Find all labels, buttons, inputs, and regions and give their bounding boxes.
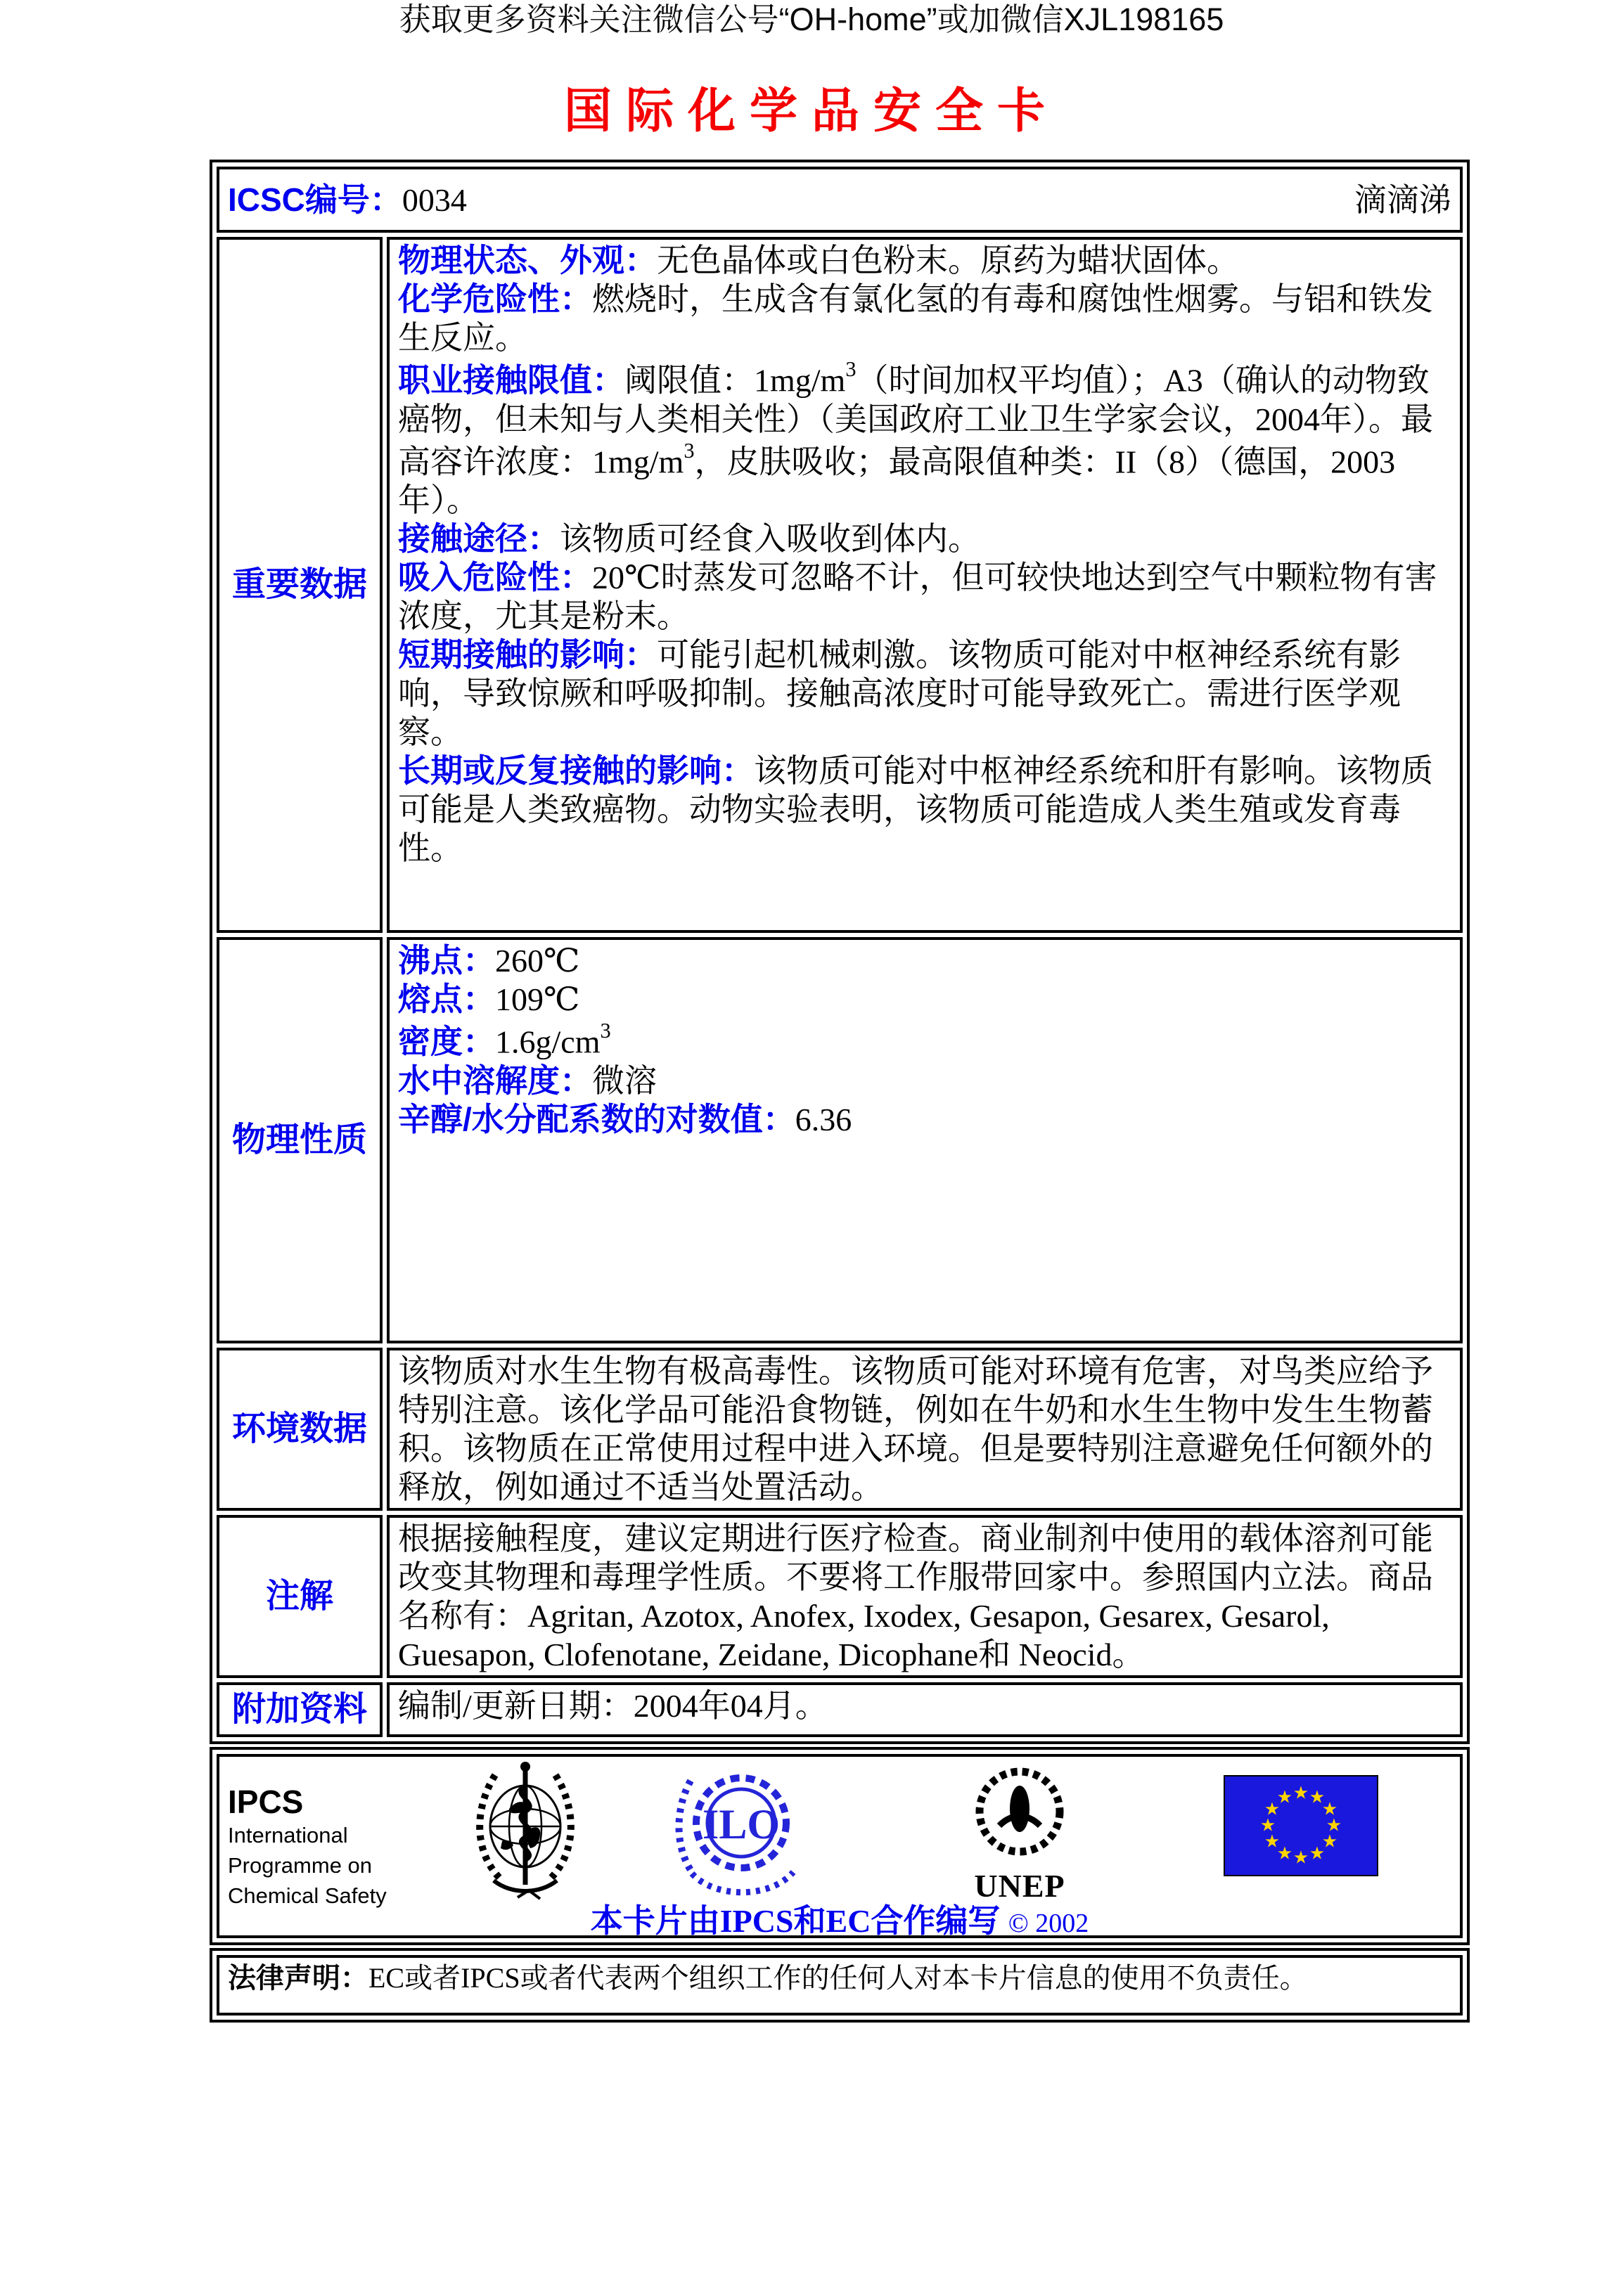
field-label: 长期或反复接触的影响： xyxy=(398,752,754,789)
notes-content xyxy=(387,1515,1463,1678)
section-label-environmental-data: 环境数据 xyxy=(217,1348,383,1511)
section-label-additional-info: 附加资料 xyxy=(217,1682,383,1737)
eu-star-icon: ★ xyxy=(1309,1788,1326,1807)
chemical-name: 滴滴涕 xyxy=(1354,181,1451,218)
field-value: 109℃ xyxy=(495,981,580,1017)
important-item-long-term-effects xyxy=(398,752,1451,868)
important-item-chemical-danger xyxy=(398,280,1451,357)
legal-table xyxy=(210,1948,1470,2023)
field-label: 化学危险性： xyxy=(398,280,592,317)
eu-star-icon: ★ xyxy=(1321,1832,1338,1852)
field-label: 水中溶解度： xyxy=(398,1062,592,1099)
eu-star-icon: ★ xyxy=(1264,1832,1281,1852)
ipcs-title: IPCS xyxy=(228,1784,304,1820)
legal-cell xyxy=(217,1955,1463,2016)
field-value: 阈限值：1mg/m xyxy=(624,362,846,399)
ipcs-text-block xyxy=(228,1784,387,1911)
field-label: 吸入危险性： xyxy=(398,559,592,596)
section-label-physical-properties: 物理性质 xyxy=(217,937,383,1343)
field-value: （时间加权平均值）；A3（确认的动物致癌物，但未知与人类相关性）（美国政府工业卫生学家会议，2004年）。最高容许浓度：1mg/m xyxy=(398,362,1433,480)
field-value: 该物质可经食入吸收到体内。 xyxy=(560,521,980,557)
footer-caption-text: 本卡片由IPCS和EC合作编写 xyxy=(590,1903,1001,1938)
eu-flag-icon xyxy=(1224,1775,1378,1876)
ilo-monogram-text: ILO xyxy=(702,1801,781,1847)
unep-logo-icon xyxy=(967,1762,1072,1868)
field-label: 沸点： xyxy=(398,942,495,979)
eu-star-icon: ★ xyxy=(1309,1844,1326,1864)
physical-properties-row xyxy=(217,937,1463,1343)
environmental-data-row xyxy=(217,1348,1463,1511)
section-label-notes: 注解 xyxy=(217,1515,383,1678)
physical-item-melting-point xyxy=(398,980,1451,1019)
field-value: 该物质可能对中枢神经系统和肝有影响。该物质可能是人类致癌物。动物实验表明，该物质可能造成人类生殖或发育毒性。 xyxy=(398,753,1433,867)
additional-info-row xyxy=(217,1682,1463,1737)
field-label: 密度： xyxy=(398,1023,495,1060)
eu-star-icon: ★ xyxy=(1326,1816,1342,1836)
notes-row xyxy=(217,1515,1463,1678)
important-item-exposure-routes xyxy=(398,520,1451,558)
ipcs-subtitle-line: International xyxy=(228,1823,348,1847)
important-data-row xyxy=(217,237,1463,933)
field-value: 微溶 xyxy=(592,1062,657,1099)
field-value: ，皮肤吸收；最高限值种类：II（8）（德国，2003年）。 xyxy=(398,444,1396,519)
field-label: 短期接触的影响： xyxy=(398,636,657,673)
important-data-content xyxy=(387,237,1463,933)
unep-logo-block xyxy=(963,1762,1076,1904)
important-item-appearance xyxy=(398,241,1451,280)
field-value: 燃烧时，生成含有氯化氢的有毒和腐蚀性烟雾。与铝和铁发生反应。 xyxy=(398,281,1433,356)
additional-info-content xyxy=(387,1682,1463,1737)
physical-item-water-solubility xyxy=(398,1062,1451,1100)
legal-label: 法律声明： xyxy=(228,1963,368,1994)
physical-properties-content xyxy=(387,937,1463,1343)
field-label: 物理状态、外观： xyxy=(398,242,657,278)
field-label: 辛醇/水分配系数的对数值： xyxy=(398,1100,795,1137)
logos-cell xyxy=(217,1754,1463,1938)
physical-item-partition-coefficient xyxy=(398,1100,1451,1139)
field-value: 可能引起机械刺激。该物质可能对中枢神经系统有影响，导致惊厥和呼吸抑制。接触高浓度时可能导致死亡。需进行医学观察。 xyxy=(398,637,1401,751)
icsc-header-cell xyxy=(217,167,1463,233)
ilo-logo-icon xyxy=(671,1761,801,1902)
eu-star-icon: ★ xyxy=(1276,1844,1293,1864)
eu-star-icon: ★ xyxy=(1292,1784,1309,1803)
important-item-short-term-effects xyxy=(398,636,1451,752)
ipcs-subtitle-line: Chemical Safety xyxy=(228,1883,387,1908)
page-title: 国际化学品安全卡 xyxy=(563,84,1059,138)
footer-caption xyxy=(219,1902,1460,1938)
environmental-data-content xyxy=(387,1348,1463,1511)
eu-star-icon: ★ xyxy=(1321,1800,1338,1819)
icsc-header-row xyxy=(217,167,1463,233)
section-label-important-data: 重要数据 xyxy=(217,237,383,933)
icsc-card-table xyxy=(210,160,1470,1744)
field-value: 无色晶体或白色粉末。原药为蜡状固体。 xyxy=(657,243,1239,278)
important-item-inhalation-risk xyxy=(398,558,1451,636)
unep-label: UNEP xyxy=(974,1868,1065,1904)
footer-copyright: © 2002 xyxy=(1008,1909,1089,1938)
field-value: 6.36 xyxy=(795,1101,852,1137)
important-item-exposure-limits xyxy=(398,357,1451,520)
eu-star-icon: ★ xyxy=(1259,1816,1276,1836)
field-value: 1.6g/cm xyxy=(495,1024,601,1060)
field-value: 20℃时蒸发可忽略不计，但可较快地达到空气中颗粒物有害浓度，尤其是粉末。 xyxy=(398,560,1437,635)
field-label: 接触途径： xyxy=(398,520,560,557)
legal-row xyxy=(217,1955,1463,2016)
physical-item-density xyxy=(398,1019,1451,1062)
field-label: 职业接触限值： xyxy=(398,361,624,399)
icsc-number-label: ICSC编号： xyxy=(228,181,402,218)
logos-row xyxy=(217,1754,1463,1938)
superscript: 3 xyxy=(845,357,857,381)
eu-star-icon: ★ xyxy=(1264,1800,1281,1819)
who-logo-icon xyxy=(473,1760,578,1904)
eu-star-icon: ★ xyxy=(1276,1788,1293,1807)
physical-item-boiling-point xyxy=(398,941,1451,980)
field-value: 260℃ xyxy=(495,943,580,979)
eu-star-icon: ★ xyxy=(1292,1848,1309,1868)
environmental-data-text: 该物质对水生生物有极高毒性。该物质可能对环境有危害，对鸟类应给予特别注意。该化学品可能沿食物链，例如在牛奶和水生生物中发生生物蓄积。该物质在正常使用过程中进入环境。但是要特别注意避免任何额外的释放，例如通过不适当处置活动。 xyxy=(398,1353,1433,1505)
field-label: 熔点： xyxy=(398,981,495,1017)
logos-table xyxy=(210,1747,1470,1945)
ipcs-subtitle-line: Programme on xyxy=(228,1853,373,1878)
superscript: 3 xyxy=(684,438,695,463)
additional-info-text: 编制/更新日期：2004年04月。 xyxy=(398,1688,828,1724)
legal-text: EC或者IPCS或者代表两个组织工作的任何人对本卡片信息的使用不负责任。 xyxy=(368,1962,1308,1994)
notes-text: 根据接触程度，建议定期进行医疗检查。商业制剂中使用的载体溶剂可能改变其物理和毒理学性质。不要将工作服带回家中。参照国内立法。商品名称有：Agritan, Azotox, Anofex, Ixodex, Gesapon, Gesarex, Gesarol, Guesapon, Clofenotane, Zeidane, Dicophane和 Neocid。 xyxy=(398,1521,1433,1672)
watermark-text: 获取更多资料关注微信公号“OH-home”或加微信XJL198165 xyxy=(399,1,1224,37)
icsc-number-value: 0034 xyxy=(402,181,467,218)
superscript: 3 xyxy=(600,1019,611,1043)
